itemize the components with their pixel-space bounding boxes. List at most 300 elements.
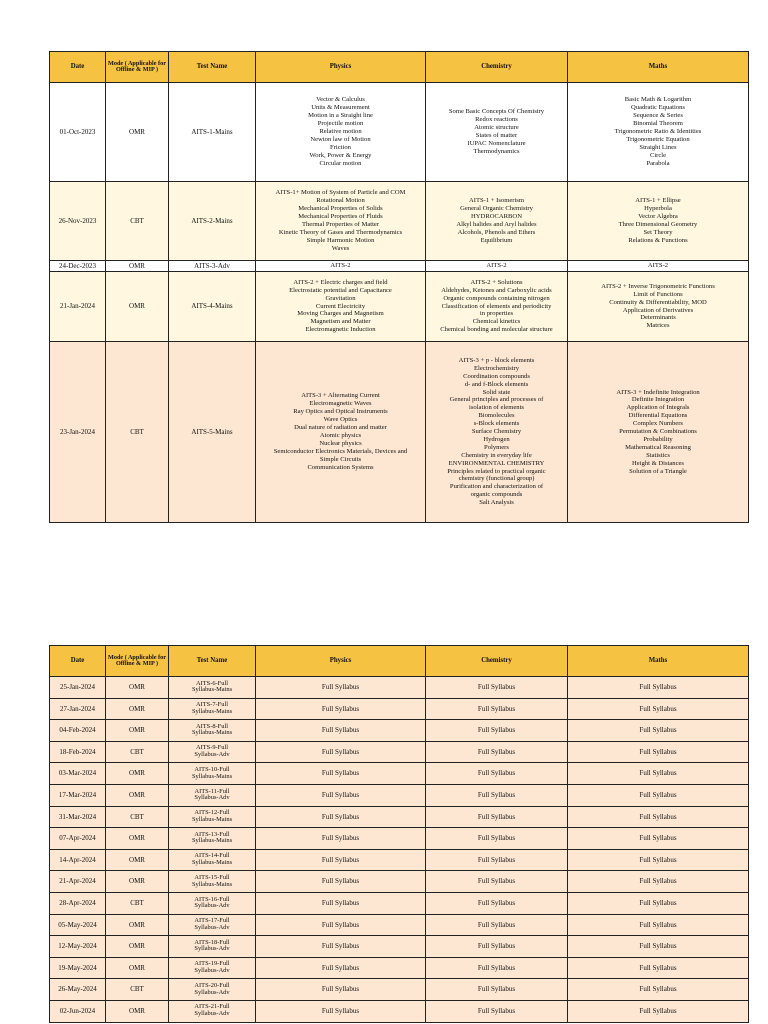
chemistry-cell: Full Syllabus [426,784,568,806]
test-name-line: Syllabus-Adv [194,923,230,931]
test-name-line: AITS-13-Full [194,830,230,838]
topic-line: AITS-2 + Inverse Trigonometric Functions [601,282,715,290]
test-name-line: Syllabus-Mains [191,815,233,823]
table-row [50,677,749,699]
chemistry-cell [426,272,568,342]
test-name-line: Syllabus-Mains [191,772,233,780]
topic-line: Mathematical Reasoning [625,443,691,451]
maths-cell [568,182,749,261]
physics-cell: Full Syllabus [256,914,426,936]
maths-cell: Full Syllabus [568,677,749,699]
maths-cell: Full Syllabus [568,806,749,828]
date-cell: 18-Feb-2024 [50,741,106,763]
physics-cell: Full Syllabus [256,871,426,893]
topic-line: Redox reactions [475,116,518,124]
test-name-line: AITS-8-Full [196,722,228,730]
mode-cell: OMR [106,83,169,182]
topic-line: Surface Chemistry [471,428,522,436]
topic-line: Chemical bonding and molecular structure [440,326,553,334]
test-name-cell [169,892,256,914]
maths-cell: Full Syllabus [568,979,749,1001]
topic-line: AITS-2 [486,262,507,270]
chemistry-cell: Full Syllabus [426,763,568,785]
topic-line: Magnetism and Matter [310,318,371,326]
maths-cell: Full Syllabus [568,957,749,979]
chemistry-cell: Full Syllabus [426,698,568,720]
physics-cell: Full Syllabus [256,849,426,871]
test-name-line: AITS-7-Full [196,701,228,709]
date-cell: 01-Oct-2023 [50,83,106,182]
maths-cell: Full Syllabus [568,784,749,806]
mode-cell: CBT [106,806,169,828]
mode-cell: OMR [106,784,169,806]
topic-line: Semiconductor Electronics Materials, Devices and [273,447,408,455]
topic-line: Thermal Properties of Matter [301,221,380,228]
topic-line: Determinants [640,314,676,322]
topic-line: Binomial Theorem [633,120,683,128]
topic-line: Electromagnetic Waves [309,400,372,408]
table-row [50,849,749,871]
topic-line: Trigonometric Equation [626,135,690,143]
topic-line: Trigonometric Ratio & Identities [614,128,702,136]
topic-line: Salt Analysis [479,499,514,507]
topic-line: ENVIRONMENTAL CHEMISTRY [448,459,545,467]
topic-line: Organic compounds containing nitrogen [443,294,550,302]
header-test-name: Test Name [169,52,256,83]
chemistry-cell: Full Syllabus [426,957,568,979]
mode-cell: CBT [106,182,169,261]
chemistry-cell: Full Syllabus [426,741,568,763]
topic-line: Communication Systems [307,463,374,471]
test-name-cell [169,741,256,763]
chemistry-cell: Full Syllabus [426,914,568,936]
chemistry-cell: Full Syllabus [426,1000,568,1022]
topic-line: States of matter [475,132,518,139]
maths-cell: Full Syllabus [568,741,749,763]
table-row [50,1000,749,1022]
test-name-cell [169,979,256,1001]
topic-line: organic compounds [470,491,523,499]
maths-cell: Full Syllabus [568,849,749,871]
topic-line: Hydrogen [483,435,510,443]
physics-cell: Full Syllabus [256,763,426,785]
topic-line: Dual nature of radiation and matter [294,424,387,432]
topic-line: Atomic structure [474,124,519,132]
physics-cell: Full Syllabus [256,677,426,699]
topic-line: General Organic Chemistry [460,205,533,213]
topic-line: Nuclear physics [319,439,362,447]
mode-cell: OMR [106,914,169,936]
topic-line: Wave Optics [323,416,358,424]
mode-cell: CBT [106,892,169,914]
table-row [50,698,749,720]
test-name-cell [169,720,256,742]
table-row [50,871,749,893]
topic-line: Current Electricity [315,302,366,310]
schedule-table-part-1-body [50,83,749,523]
table-header-row [50,646,749,677]
topic-line: Parabola [646,159,670,167]
topic-line: in properties [479,310,514,318]
topic-line: Vector Algebra [638,213,678,221]
topic-line: Simple Harmonic Motion [306,236,375,244]
table-row [50,272,749,342]
mode-cell: OMR [106,720,169,742]
test-name-cell [169,806,256,828]
topic-line: AITS-1+ Motion of System of Particle and COM [275,189,406,197]
maths-cell: Full Syllabus [568,936,749,958]
mode-cell: OMR [106,261,169,272]
topic-line: Principles related to practical organic [447,467,546,475]
chemistry-cell: Full Syllabus [426,677,568,699]
mode-cell: OMR [106,936,169,958]
date-cell: 03-Mar-2024 [50,763,106,785]
topic-line: Hyperbola [644,205,672,213]
mode-cell: OMR [106,828,169,850]
table-row [50,979,749,1001]
test-name-line: Syllabus-Mains [191,686,233,694]
topic-line: Circular motion [319,159,362,167]
date-cell: 21-Apr-2024 [50,871,106,893]
topic-line: IUPAC Nomenclature [467,139,526,147]
mode-cell: OMR [106,677,169,699]
test-name-cell [169,914,256,936]
topic-line: Ray Optics and Optical Instruments [293,408,388,416]
topic-line: Some Basic Concepts Of Chemistry [448,108,545,116]
test-name-line: AITS-21-Full [194,1003,230,1011]
test-name-cell [169,936,256,958]
topic-line: Coordination compounds [463,372,530,380]
date-cell: 05-May-2024 [50,914,106,936]
test-name-line: Syllabus-Adv [194,945,230,953]
date-cell: 25-Jan-2024 [50,677,106,699]
topic-line: Units & Measurement [311,104,370,112]
physics-cell: Full Syllabus [256,1000,426,1022]
header-date: Date [50,646,106,677]
physics-cell: Full Syllabus [256,979,426,1001]
table-row [50,806,749,828]
chemistry-cell [426,182,568,261]
physics-cell: Full Syllabus [256,828,426,850]
topic-line: Atomic physics [319,432,362,439]
header-maths: Maths [568,646,749,677]
test-name-line: Syllabus-Mains [191,837,233,845]
maths-cell: Full Syllabus [568,1000,749,1022]
topic-line: Mechanical Properties of Solids [298,205,383,213]
header-test-name: Test Name [169,646,256,677]
date-cell: 14-Apr-2024 [50,849,106,871]
topic-line: Newton law of Motion [310,135,371,143]
test-name-line: Syllabus-Mains [191,880,233,888]
test-name-line: AITS-11-Full [194,787,230,795]
topic-line: s-Block elements [473,420,520,428]
date-cell: 19-May-2024 [50,957,106,979]
topic-line: AITS-2 [330,262,351,270]
maths-cell [568,342,749,523]
mode-cell: OMR [106,698,169,720]
test-name-line: Syllabus-Adv [194,902,230,910]
physics-cell: Full Syllabus [256,806,426,828]
topic-line: Relations & Functions [628,236,688,244]
topic-line: Kinetic Theory of Gases and Thermodynamics [278,228,403,236]
table-row [50,914,749,936]
table-row [50,784,749,806]
schedule-table-part-2-body [50,677,749,1023]
test-name-cell [169,957,256,979]
table-row [50,957,749,979]
table-row [50,83,749,182]
date-cell: 24-Dec-2023 [50,261,106,272]
table-row [50,182,749,261]
topic-line: Limit of Functions [633,290,683,298]
maths-cell [568,261,749,272]
chemistry-cell: Full Syllabus [426,936,568,958]
test-name-cell: AITS-3-Adv [169,261,256,272]
table-row [50,261,749,272]
physics-cell [256,83,426,182]
topic-line: Aldehydes, Ketones and Carboxylic acids [441,286,552,294]
topic-line: AITS-2 [647,262,669,270]
topic-line: Statistics [646,451,670,459]
table-row [50,892,749,914]
topic-line: HYDROCARBON [471,213,522,221]
maths-cell: Full Syllabus [568,763,749,785]
table-row [50,342,749,523]
test-name-cell: AITS-4-Mains [169,272,256,342]
test-name-line: AITS-16-Full [194,895,230,903]
date-cell: 26-May-2024 [50,979,106,1001]
test-name-cell: AITS-1-Mains [169,83,256,182]
topic-line: AITS-1 + Ellipse [635,197,681,205]
maths-cell: Full Syllabus [568,914,749,936]
topic-line: AITS-3 + p - block elements [458,356,535,364]
test-name-line: Syllabus-Adv [194,794,230,802]
mode-cell: CBT [106,979,169,1001]
test-name-line: AITS-10-Full [194,765,230,773]
test-name-line: Syllabus-Adv [194,988,230,996]
table-row [50,936,749,958]
table-row [50,828,749,850]
date-cell: 07-Apr-2024 [50,828,106,850]
topic-line: Vector & Calculus [316,96,365,104]
topic-line: Height & Distances [631,459,684,467]
maths-cell [568,272,749,342]
test-name-line: AITS-20-Full [194,981,230,989]
test-name-line: AITS-9-Full [196,744,228,752]
test-name-line: AITS-19-Full [194,960,230,968]
topic-line: Application of Integrals [626,404,690,412]
topic-line: Probability [643,435,673,443]
physics-cell: Full Syllabus [256,957,426,979]
date-cell: 27-Jan-2024 [50,698,106,720]
maths-cell: Full Syllabus [568,720,749,742]
test-name-cell [169,828,256,850]
mode-cell: OMR [106,957,169,979]
topic-line: Biomolecules [478,412,515,420]
test-name-line: AITS-18-Full [194,938,230,946]
topic-line: Quadratic Equations [630,104,685,112]
header-chemistry: Chemistry [426,646,568,677]
topic-line: Waves [331,244,350,252]
topic-line: AITS-2 + Electric charges and field [293,278,388,286]
topic-line: Complex Numbers [633,420,683,428]
header-mode: Mode ( Applicable for Offline & MIP ) [106,52,169,83]
topic-line: Three Dimensional Geometry [618,221,698,228]
topic-line: Thermodynamics [473,147,520,155]
test-name-line: Syllabus-Adv [194,751,230,759]
mode-cell: OMR [106,1000,169,1022]
topic-line: Simple Circuits [319,455,362,463]
chemistry-cell [426,342,568,523]
topic-line: Basic Math & Logarithm [624,96,692,104]
header-chemistry: Chemistry [426,52,568,83]
mode-cell: OMR [106,849,169,871]
physics-cell [256,261,426,272]
topic-line: Chemical kinetics [472,318,521,326]
physics-cell [256,272,426,342]
mode-cell: CBT [106,741,169,763]
date-cell: 26-Nov-2023 [50,182,106,261]
topic-line: Straight Lines [639,143,677,151]
topic-line: Solution of a Triangle [629,467,687,475]
topic-line: Chemistry in everyday life [461,451,532,459]
schedule-table-part-2 [49,645,749,1023]
date-cell: 28-Apr-2024 [50,892,106,914]
topic-line: Moving Charges and Magnetism [297,310,384,318]
topic-line: Purification and characterization of [449,483,544,491]
test-name-line: Syllabus-Adv [194,967,230,975]
topic-line: chemistry (functional group) [458,475,535,483]
date-cell: 21-Jan-2024 [50,272,106,342]
mode-cell: OMR [106,871,169,893]
topic-line: d- and f-Block elements [464,380,529,388]
topic-line: Projectile motion [317,120,364,128]
date-cell: 02-Jun-2024 [50,1000,106,1022]
topic-line: Permutation & Combinations [619,428,697,436]
topic-line: Friction [330,143,351,151]
topic-line: Electrostatic potential and Capacitance [289,286,392,294]
table-row [50,763,749,785]
header-maths: Maths [568,52,749,83]
maths-cell: Full Syllabus [568,698,749,720]
test-name-line: Syllabus-Mains [191,729,233,737]
date-cell: 12-May-2024 [50,936,106,958]
test-name-cell [169,1000,256,1022]
chemistry-cell: Full Syllabus [426,828,568,850]
mode-cell: OMR [106,272,169,342]
topic-line: General principles and processes of [449,396,544,404]
topic-line: Polymers [484,443,509,451]
topic-line: Equilibrium [480,236,513,244]
header-date: Date [50,52,106,83]
test-name-cell [169,871,256,893]
test-name-cell [169,677,256,699]
date-cell: 31-Mar-2024 [50,806,106,828]
topic-line: Set Theory [643,228,673,236]
physics-cell [256,342,426,523]
topic-line: Alcohols, Phenols and Ethers [457,228,536,236]
topic-line: Electrochemistry [473,364,520,372]
test-name-line: AITS-14-Full [194,852,230,860]
topic-line: Matrices [646,322,670,330]
topic-line: Alkyl halides and Aryl halides [456,221,537,228]
physics-cell: Full Syllabus [256,892,426,914]
maths-cell: Full Syllabus [568,871,749,893]
topic-line: isolation of elements [469,404,524,412]
chemistry-cell [426,83,568,182]
test-name-line: AITS-12-Full [194,809,230,817]
schedule-table-part-1 [49,51,749,523]
topic-line: Definite Integration [631,396,685,404]
physics-cell: Full Syllabus [256,720,426,742]
topic-line: Motion in a Straight line [308,112,373,120]
topic-line: Mechanical Properties of Fluids [298,213,383,221]
topic-line: Relative motion [319,128,362,136]
table-row [50,720,749,742]
physics-cell: Full Syllabus [256,784,426,806]
table-header-row [50,52,749,83]
physics-cell: Full Syllabus [256,741,426,763]
test-name-line: Syllabus-Mains [191,859,233,867]
test-name-cell: AITS-5-Mains [169,342,256,523]
test-name-line: Syllabus-Mains [191,707,233,715]
test-name-line: AITS-6-Full [196,679,228,687]
header-mode: Mode ( Applicable for Offline & MIP ) [106,646,169,677]
topic-line: AITS-3 + Indefinite Integration [616,388,700,396]
chemistry-cell: Full Syllabus [426,871,568,893]
maths-cell: Full Syllabus [568,892,749,914]
test-name-cell [169,849,256,871]
mode-cell: OMR [106,763,169,785]
maths-cell [568,83,749,182]
topic-line: AITS-1 + Isomerism [469,197,524,205]
physics-cell [256,182,426,261]
test-name-line: AITS-17-Full [194,917,230,925]
topic-line: Electromagnetic Induction [305,326,376,334]
topic-line: Circle [649,151,667,159]
physics-cell: Full Syllabus [256,936,426,958]
chemistry-cell: Full Syllabus [426,849,568,871]
date-cell: 23-Jan-2024 [50,342,106,523]
table-row [50,741,749,763]
header-physics: Physics [256,52,426,83]
test-name-cell: AITS-2-Mains [169,182,256,261]
date-cell: 04-Feb-2024 [50,720,106,742]
test-name-cell [169,784,256,806]
topic-line: Sequence & Series [633,112,683,120]
topic-line: Differential Equations [628,412,688,420]
chemistry-cell: Full Syllabus [426,892,568,914]
test-name-cell [169,763,256,785]
physics-cell: Full Syllabus [256,698,426,720]
date-cell: 17-Mar-2024 [50,784,106,806]
topic-line: Application of Derivatives [622,306,694,314]
topic-line: AITS-2 + Solutions [470,278,523,286]
chemistry-cell: Full Syllabus [426,979,568,1001]
header-physics: Physics [256,646,426,677]
chemistry-cell [426,261,568,272]
topic-line: Work, Power & Energy [309,151,372,159]
maths-cell: Full Syllabus [568,828,749,850]
topic-line: Classification of elements and periodicity [441,302,552,310]
test-name-cell [169,698,256,720]
test-name-line: Syllabus-Adv [194,1010,230,1018]
test-name-line: AITS-15-Full [194,873,230,881]
mode-cell: CBT [106,342,169,523]
topic-line: Continuity & Differentiability, MOD [609,298,707,306]
topic-line: Gravitation [325,294,356,302]
topic-line: Solid state [482,388,511,396]
